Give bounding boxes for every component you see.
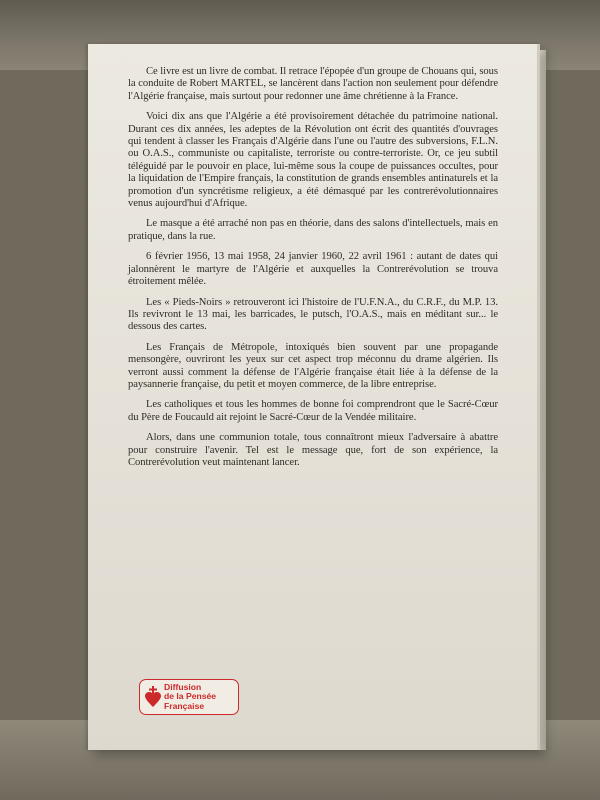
blurb-paragraph: Voici dix ans que l'Algérie a été provisoirement détachée du patrimoine national. Durant ces dix années, les adeptes de la Révolution ont écrit des quantités d'ouvrages qui tendent à classer les Français d'Algérie dans l'une ou l'autre des subversions, F.L.N. ou O.A.S., communiste ou capitaliste, terroriste ou contre-terroriste. Or, ce jeu subtil téléguidé par le pouvoir en place, lui-même sous la coupe de puissances occultes, pour la liquidation de l'Empire français, la constitution de grands ensembles antinaturels et la promotion d'un syncrétisme religieux, a été démasqué par les contrerévolutionnaires venus aujourd'hui d'Afrique. bbox=[128, 111, 498, 210]
publisher-name-line: Française bbox=[164, 700, 205, 711]
back-cover-blurb bbox=[128, 66, 498, 477]
sacred-heart-cross-icon bbox=[145, 686, 161, 708]
blurb-paragraph: Alors, dans une communion totale, tous connaîtront mieux l'adversaire à abattre pour construire l'avenir. Tel est le message que, fort de son expérience, la Contrerévolution veut maintenant lancer. bbox=[128, 432, 498, 468]
book-back-cover bbox=[88, 44, 540, 750]
blurb-paragraph: 6 février 1956, 13 mai 1958, 24 janvier 1960, 22 avril 1961 : autant de dates qui jalonnèrent le martyre de l'Algérie et auxquelles la Contrerévolution se trouva étroitement mêlée. bbox=[128, 251, 498, 288]
publisher-logo bbox=[139, 679, 239, 715]
publisher-name-line: de la Pensée bbox=[164, 691, 217, 702]
blurb-paragraph: Le masque a été arraché non pas en théorie, dans des salons d'intellectuels, mais en pratique, dans la rue. bbox=[128, 218, 498, 242]
publisher-name-line: Diffusion bbox=[164, 682, 202, 692]
publisher-name bbox=[164, 683, 216, 711]
blurb-paragraph: Les catholiques et tous les hommes de bonne foi comprendront que le Sacré-Cœur du Père de Foucauld ait rejoint le Sacré-Cœur de la Vendée militaire. bbox=[128, 399, 498, 423]
blurb-paragraph: Les Français de Métropole, intoxiqués bien souvent par une propagande mensongère, ouvriront les yeux sur cet aspect trop méconnu du drame algérien. Ils verront aussi comment la défense de l'Algérie française était liée à la défense de la paysannerie française, du petit et moyen commerce, de la libre entreprise. bbox=[128, 341, 498, 390]
blurb-paragraph: Les « Pieds-Noirs » retrouveront ici l'histoire de l'U.F.N.A., du C.R.F., du M.P. 13. Ils revivront le 13 mai, les barricades, le putsch, l'O.A.S., mais en méditant sur... le dessous des cartes. bbox=[128, 296, 498, 333]
blurb-paragraph: Ce livre est un livre de combat. Il retrace l'épopée d'un groupe de Chouans qui, sous la conduite de Robert MARTEL, se lancèrent dans l'action non seulement pour défendre l'Algérie française, mais surtout pour redonner une âme chrétienne à la France. bbox=[128, 66, 498, 102]
